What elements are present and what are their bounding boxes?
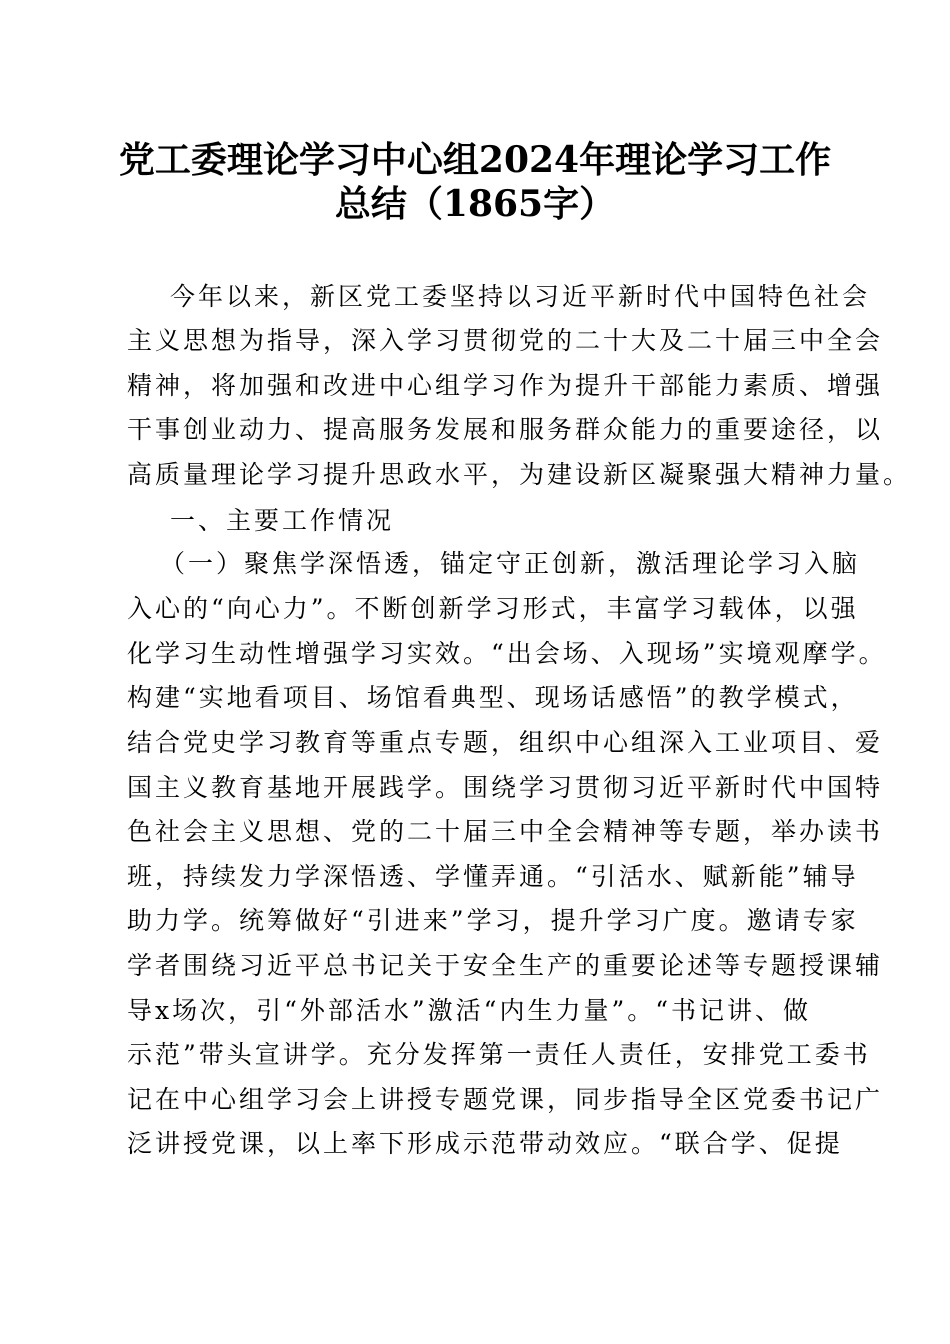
section-heading: 一、主要工作情况	[170, 506, 395, 535]
text-line: 入心的“向心力”。不断创新学习形式，丰富学习载体，以强	[127, 594, 859, 623]
text-line: 班，持续发力学深悟透、学懂弄通。“引活水、赋新能”辅导	[127, 862, 859, 891]
text-line: 精神，将加强和改进中心组学习作为提升干部能力素质、增强	[127, 371, 884, 400]
text-line: 助力学。统筹做好“引进来”学习，提升学习广度。邀请专家	[127, 906, 859, 935]
text-line: 导x场次，引“外部活水”激活“内生力量”。“书记讲、做	[127, 996, 812, 1025]
text-line: 主义思想为指导，深入学习贯彻党的二十大及二十届三中全会	[127, 326, 884, 355]
text-line: 构建“实地看项目、场馆看典型、现场话感悟”的教学模式，	[127, 683, 859, 712]
text-line: （一）聚焦学深悟透，锚定守正创新，激活理论学习入脑	[160, 549, 861, 578]
text-line: 学者围绕习近平总书记关于安全生产的重要论述等专题授课辅	[127, 951, 884, 980]
text-line: 化学习生动性增强学习实效。“出会场、入现场”实境观摩学。	[127, 639, 887, 668]
document-title-line-2: 总结（1865字）	[334, 183, 616, 225]
text-line: 结合党史学习教育等重点专题，组织中心组深入工业项目、爱	[127, 728, 884, 757]
text-line: 示范”带头宣讲学。充分发挥第一责任人责任，安排党工委书	[127, 1040, 871, 1069]
text-line: 今年以来，新区党工委坚持以习近平新时代中国特色社会	[170, 282, 871, 311]
text-line: 泛讲授党课，以上率下形成示范带动效应。“联合学、促提	[127, 1129, 843, 1158]
text-line: 色社会主义思想、党的二十届三中全会精神等专题，举办读书	[127, 817, 884, 846]
text-line: 干事创业动力、提高服务发展和服务群众能力的重要途径，以	[127, 415, 884, 444]
document-title-line-1: 党工委理论学习中心组2024年理论学习工作	[118, 139, 832, 181]
text-line: 国主义教育基地开展践学。围绕学习贯彻习近平新时代中国特	[127, 773, 884, 802]
text-line: 记在中心组学习会上讲授专题党课，同步指导全区党委书记广	[127, 1085, 884, 1114]
text-line: 高质量理论学习提升思政水平，为建设新区凝聚强大精神力量。	[127, 460, 912, 489]
